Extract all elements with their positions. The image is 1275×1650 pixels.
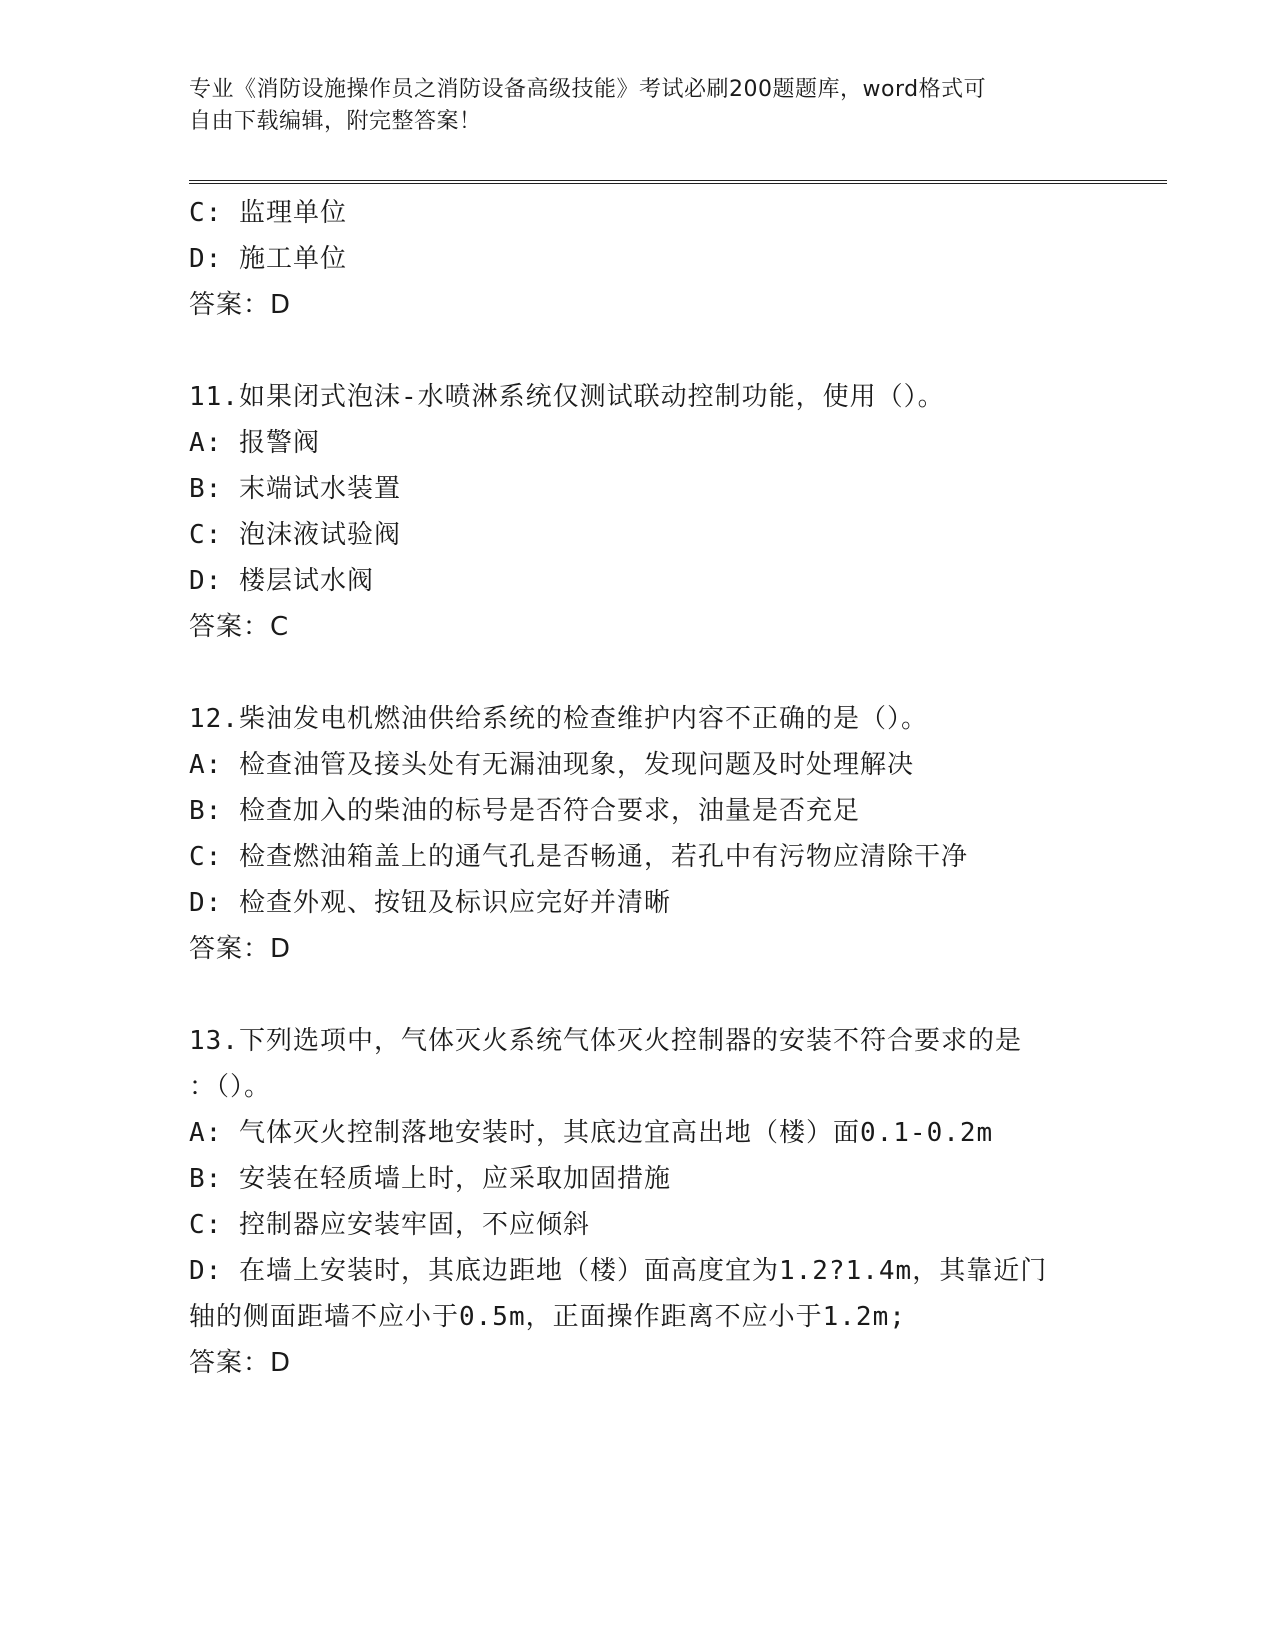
option-text: 检查外观、按钮及标识应完好并清晰 <box>238 888 671 918</box>
option-row <box>189 742 1089 788</box>
option-text: 检查油管及接头处有无漏油现象，发现问题及时处理解决 <box>238 750 914 780</box>
option-row <box>189 1248 1089 1294</box>
option-row <box>189 420 1089 466</box>
answer-line: 答案：D <box>189 290 292 320</box>
option-row <box>189 880 1089 926</box>
option-key: D: <box>189 566 223 596</box>
option-row <box>189 788 1089 834</box>
option-row <box>189 512 1089 558</box>
option-row <box>189 1110 1089 1156</box>
question-stem: 11.如果闭式泡沫-水喷淋系统仅测试联动控制功能，使用（）。 <box>189 382 945 412</box>
option-text: 控制器应安装牢固，不应倾斜 <box>238 1210 590 1240</box>
page-header <box>189 74 1089 138</box>
answer-line: 答案：D <box>189 934 292 964</box>
option-key: B: <box>189 796 223 826</box>
option-text: 末端试水装置 <box>238 474 401 504</box>
option-text: 报警阀 <box>238 428 320 458</box>
option-text: 检查燃油箱盖上的通气孔是否畅通，若孔中有污物应清除干净 <box>238 842 968 872</box>
option-row <box>189 236 1089 282</box>
option-text: 施工单位 <box>238 244 347 274</box>
question-stem: 13.下列选项中，气体灭火系统气体灭火控制器的安装不符合要求的是 <box>189 1026 1022 1056</box>
option-key: C: <box>189 842 223 872</box>
option-key: D: <box>189 888 223 918</box>
option-text: 气体灭火控制落地安装时，其底边宜高出地（楼）面0.1-0.2m <box>238 1118 994 1148</box>
spacer <box>189 650 1089 696</box>
option-text: 监理单位 <box>238 198 347 228</box>
header-line-1: 专业《消防设施操作员之消防设备高级技能》考试必刷200题题库，word格式可 <box>189 77 987 102</box>
option-key: B: <box>189 1164 223 1194</box>
option-key: C: <box>189 520 223 550</box>
header-line-2: 自由下载编辑，附完整答案！ <box>189 109 482 134</box>
option-row <box>189 558 1089 604</box>
spacer <box>189 972 1089 1018</box>
question-stem: 12.柴油发电机燃油供给系统的检查维护内容不正确的是（）。 <box>189 704 928 734</box>
option-text-continuation: 轴的侧面距墙不应小于0.5m，正面操作距离不应小于1.2m; <box>189 1302 906 1332</box>
option-row <box>189 1156 1089 1202</box>
option-key: C: <box>189 198 223 228</box>
option-row <box>189 1202 1089 1248</box>
header-divider <box>189 180 1167 184</box>
question-stem-continuation: ：（）。 <box>189 1072 272 1102</box>
option-text: 在墙上安装时，其底边距地（楼）面高度宜为1.2?1.4m，其靠近门 <box>238 1256 1048 1286</box>
answer-line: 答案：C <box>189 612 290 642</box>
option-key: A: <box>189 750 223 780</box>
option-key: D: <box>189 1256 223 1286</box>
option-key: D: <box>189 244 223 274</box>
option-row <box>189 190 1089 236</box>
option-row <box>189 834 1089 880</box>
question-content <box>189 190 1089 1386</box>
option-text: 安装在轻质墙上时，应采取加固措施 <box>238 1164 671 1194</box>
option-key: A: <box>189 428 223 458</box>
spacer <box>189 328 1089 374</box>
option-key: B: <box>189 474 223 504</box>
option-key: A: <box>189 1118 223 1148</box>
option-text: 检查加入的柴油的标号是否符合要求，油量是否充足 <box>238 796 860 826</box>
option-key: C: <box>189 1210 223 1240</box>
option-row <box>189 466 1089 512</box>
option-text: 泡沫液试验阀 <box>238 520 401 550</box>
option-text: 楼层试水阀 <box>238 566 374 596</box>
answer-line: 答案：D <box>189 1348 292 1378</box>
